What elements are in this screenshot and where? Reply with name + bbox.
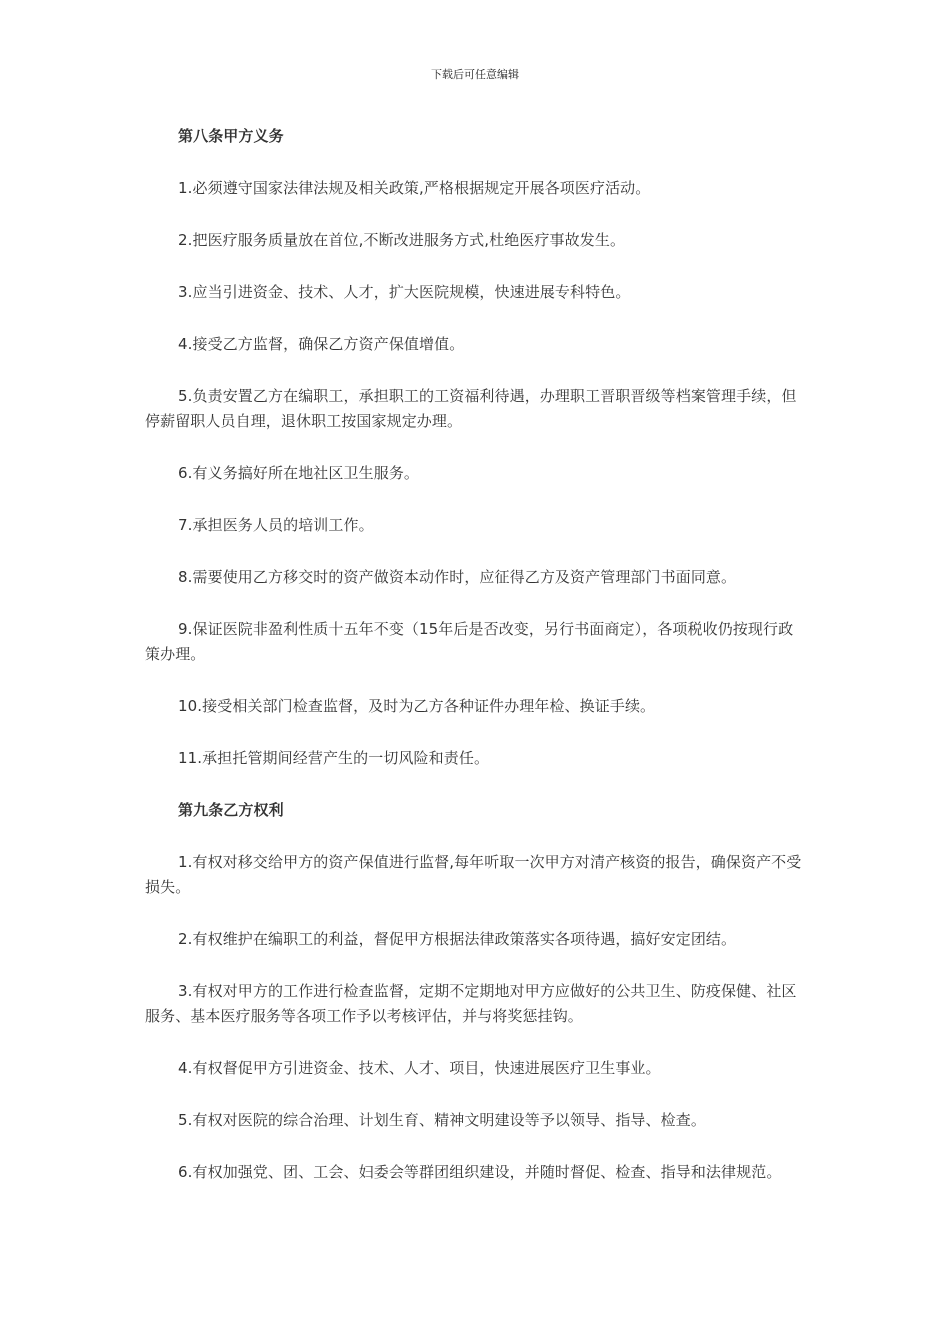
article-8-item-5: 5.负责安置乙方在编职工，承担职工的工资福利待遇，办理职工晋职晋级等档案管理手续，但停薪留职人员自理，退休职工按国家规定办理。 [145,387,797,430]
article-9-item-6: 6.有权加强党、团、工会、妇委会等群团组织建设，并随时督促、检查、指导和法律规范。 [178,1163,782,1181]
article-8-item-7: 7.承担医务人员的培训工作。 [178,516,374,534]
article-9-item-2: 2.有权维护在编职工的利益，督促甲方根据法律政策落实各项待遇，搞好安定团结。 [178,930,737,948]
article-8-item-8: 8.需要使用乙方移交时的资产做资本动作时，应征得乙方及资产管理部门书面同意。 [178,568,737,586]
document-body [145,124,805,1212]
article-9-item-4: 4.有权督促甲方引进资金、技术、人才、项目，快速进展医疗卫生事业。 [178,1059,661,1077]
article-8-item-11: 11.承担托管期间经营产生的一切风险和责任。 [178,749,490,767]
article-8-item-3: 3.应当引进资金、技术、人才，扩大医院规模，快速进展专科特色。 [178,283,631,301]
article-8-item-4: 4.接受乙方监督，确保乙方资产保值增值。 [178,335,465,353]
section-heading-article-8: 第八条甲方义务 [178,127,284,145]
article-8-item-10: 10.接受相关部门检查监督，及时为乙方各种证件办理年检、换证手续。 [178,697,656,715]
page-header: 下载后可任意编辑 [431,68,519,81]
article-8-item-9: 9.保证医院非盈利性质十五年不变（15年后是否改变，另行书面商定），各项税收仍按现行政策办理。 [145,620,794,663]
article-8-item-6: 6.有义务搞好所在地社区卫生服务。 [178,464,420,482]
article-8-item-1: 1.必须遵守国家法律法规及相关政策,严格根据规定开展各项医疗活动。 [178,179,651,197]
article-9-item-3: 3.有权对甲方的工作进行检查监督，定期不定期地对甲方应做好的公共卫生、防疫保健、社区服务、基本医疗服务等各项工作予以考核评估，并与将奖惩挂钩。 [145,982,797,1025]
article-8-item-2: 2.把医疗服务质量放在首位,不断改进服务方式,杜绝医疗事故发生。 [178,231,626,249]
article-9-item-1: 1.有权对移交给甲方的资产保值进行监督,每年听取一次甲方对清产核资的报告，确保资产不受损失。 [145,853,802,896]
article-9-item-5: 5.有权对医院的综合治理、计划生育、精神文明建设等予以领导、指导、检查。 [178,1111,706,1129]
section-heading-article-9: 第九条乙方权利 [178,801,284,819]
